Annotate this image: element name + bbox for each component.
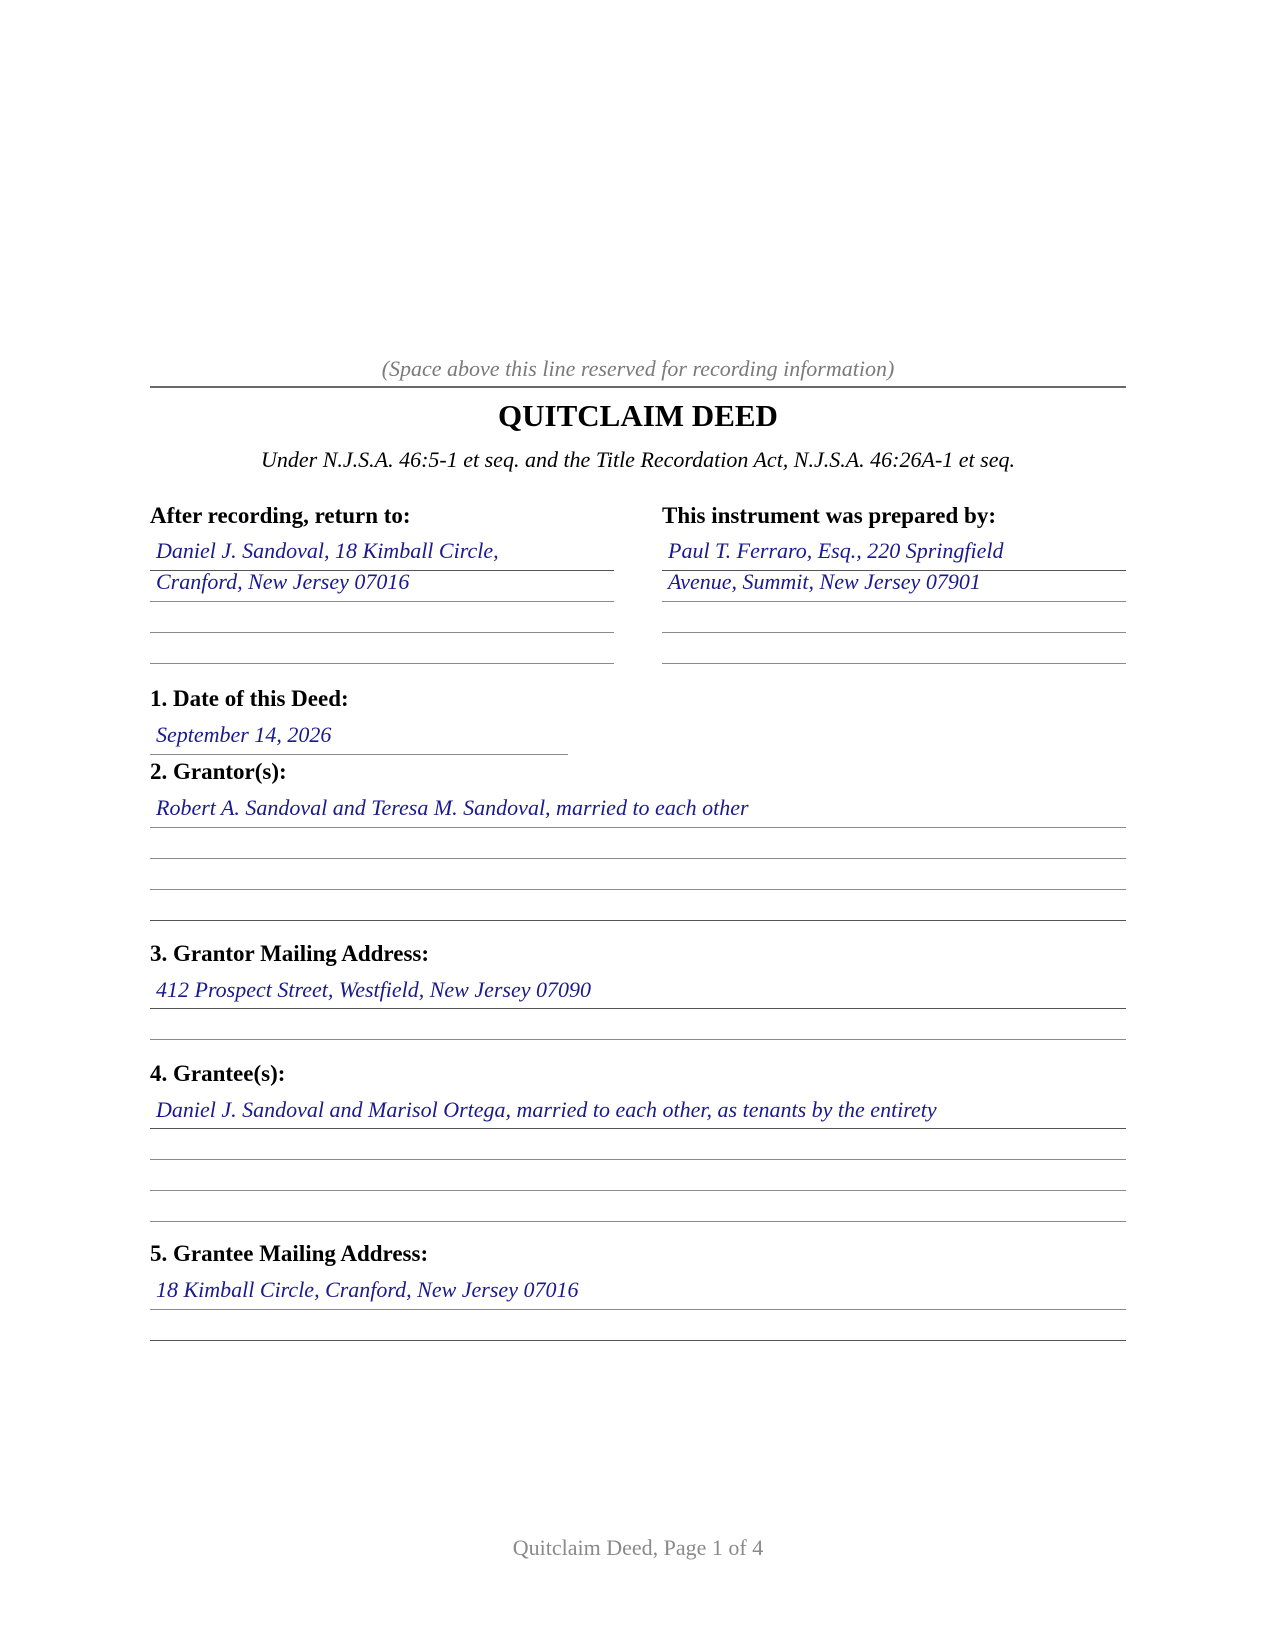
grantees-underline-1 <box>150 1128 1126 1129</box>
prepared-by-underline-2 <box>662 601 1126 602</box>
grantor-address-label: 3. Grantor Mailing Address: <box>150 941 429 966</box>
return-to-line-2[interactable]: Cranford, New Jersey 07016 <box>156 569 410 594</box>
grantor-address-value[interactable]: 412 Prospect Street, Westfield, New Jersey 07090 <box>156 977 592 1002</box>
grantee-address-label: 5. Grantee Mailing Address: <box>150 1241 429 1266</box>
date-of-deed-label: 1. Date of this Deed: <box>150 686 349 711</box>
grantors-underline-3 <box>150 889 1126 890</box>
recording-line <box>150 386 1126 388</box>
return-to-line-1[interactable]: Daniel J. Sandoval, 18 Kimball Circle, <box>156 538 499 563</box>
grantee-address-underline-2 <box>150 1340 1126 1341</box>
date-of-deed-value[interactable]: September 14, 2026 <box>156 722 332 747</box>
date-of-deed-underline <box>150 754 568 755</box>
return-to-label: After recording, return to: <box>150 503 411 528</box>
grantor-address-underline-2 <box>150 1039 1126 1040</box>
page-footer: Quitclaim Deed, Page 1 of 4 <box>512 1535 764 1560</box>
document-title: QUITCLAIM DEED <box>498 398 778 433</box>
grantor-address-underline-1 <box>150 1008 1126 1009</box>
grantors-label: 2. Grantor(s): <box>150 759 287 784</box>
prepared-by-line-2[interactable]: Avenue, Summit, New Jersey 07901 <box>668 569 981 594</box>
grantors-underline-4 <box>150 920 1126 921</box>
grantees-underline-3 <box>150 1190 1126 1191</box>
grantees-underline-4 <box>150 1221 1126 1222</box>
document-subtitle: Under N.J.S.A. 46:5-1 et seq. and the Title Recordation Act, N.J.S.A. 46:26A-1 et seq. <box>261 447 1015 472</box>
grantee-address-value[interactable]: 18 Kimball Circle, Cranford, New Jersey 07016 <box>156 1277 579 1302</box>
grantees-label: 4. Grantee(s): <box>150 1061 286 1086</box>
grantors-underline-2 <box>150 858 1126 859</box>
prepared-by-line-1[interactable]: Paul T. Ferraro, Esq., 220 Springfield <box>668 538 1004 563</box>
return-to-underline-4 <box>150 663 614 664</box>
grantors-underline-1 <box>150 827 1126 828</box>
prepared-by-underline-3 <box>662 632 1126 633</box>
return-to-underline-2 <box>150 601 614 602</box>
grantors-value[interactable]: Robert A. Sandoval and Teresa M. Sandoval, married to each other <box>156 795 749 820</box>
recording-space-note: (Space above this line reserved for recording information) <box>381 356 895 381</box>
prepared-by-underline-4 <box>662 663 1126 664</box>
prepared-by-label: This instrument was prepared by: <box>662 503 996 528</box>
grantees-underline-2 <box>150 1159 1126 1160</box>
grantee-address-underline-1 <box>150 1309 1126 1310</box>
return-to-underline-3 <box>150 632 614 633</box>
grantees-value[interactable]: Daniel J. Sandoval and Marisol Ortega, married to each other, as tenants by the entirety <box>156 1097 937 1122</box>
